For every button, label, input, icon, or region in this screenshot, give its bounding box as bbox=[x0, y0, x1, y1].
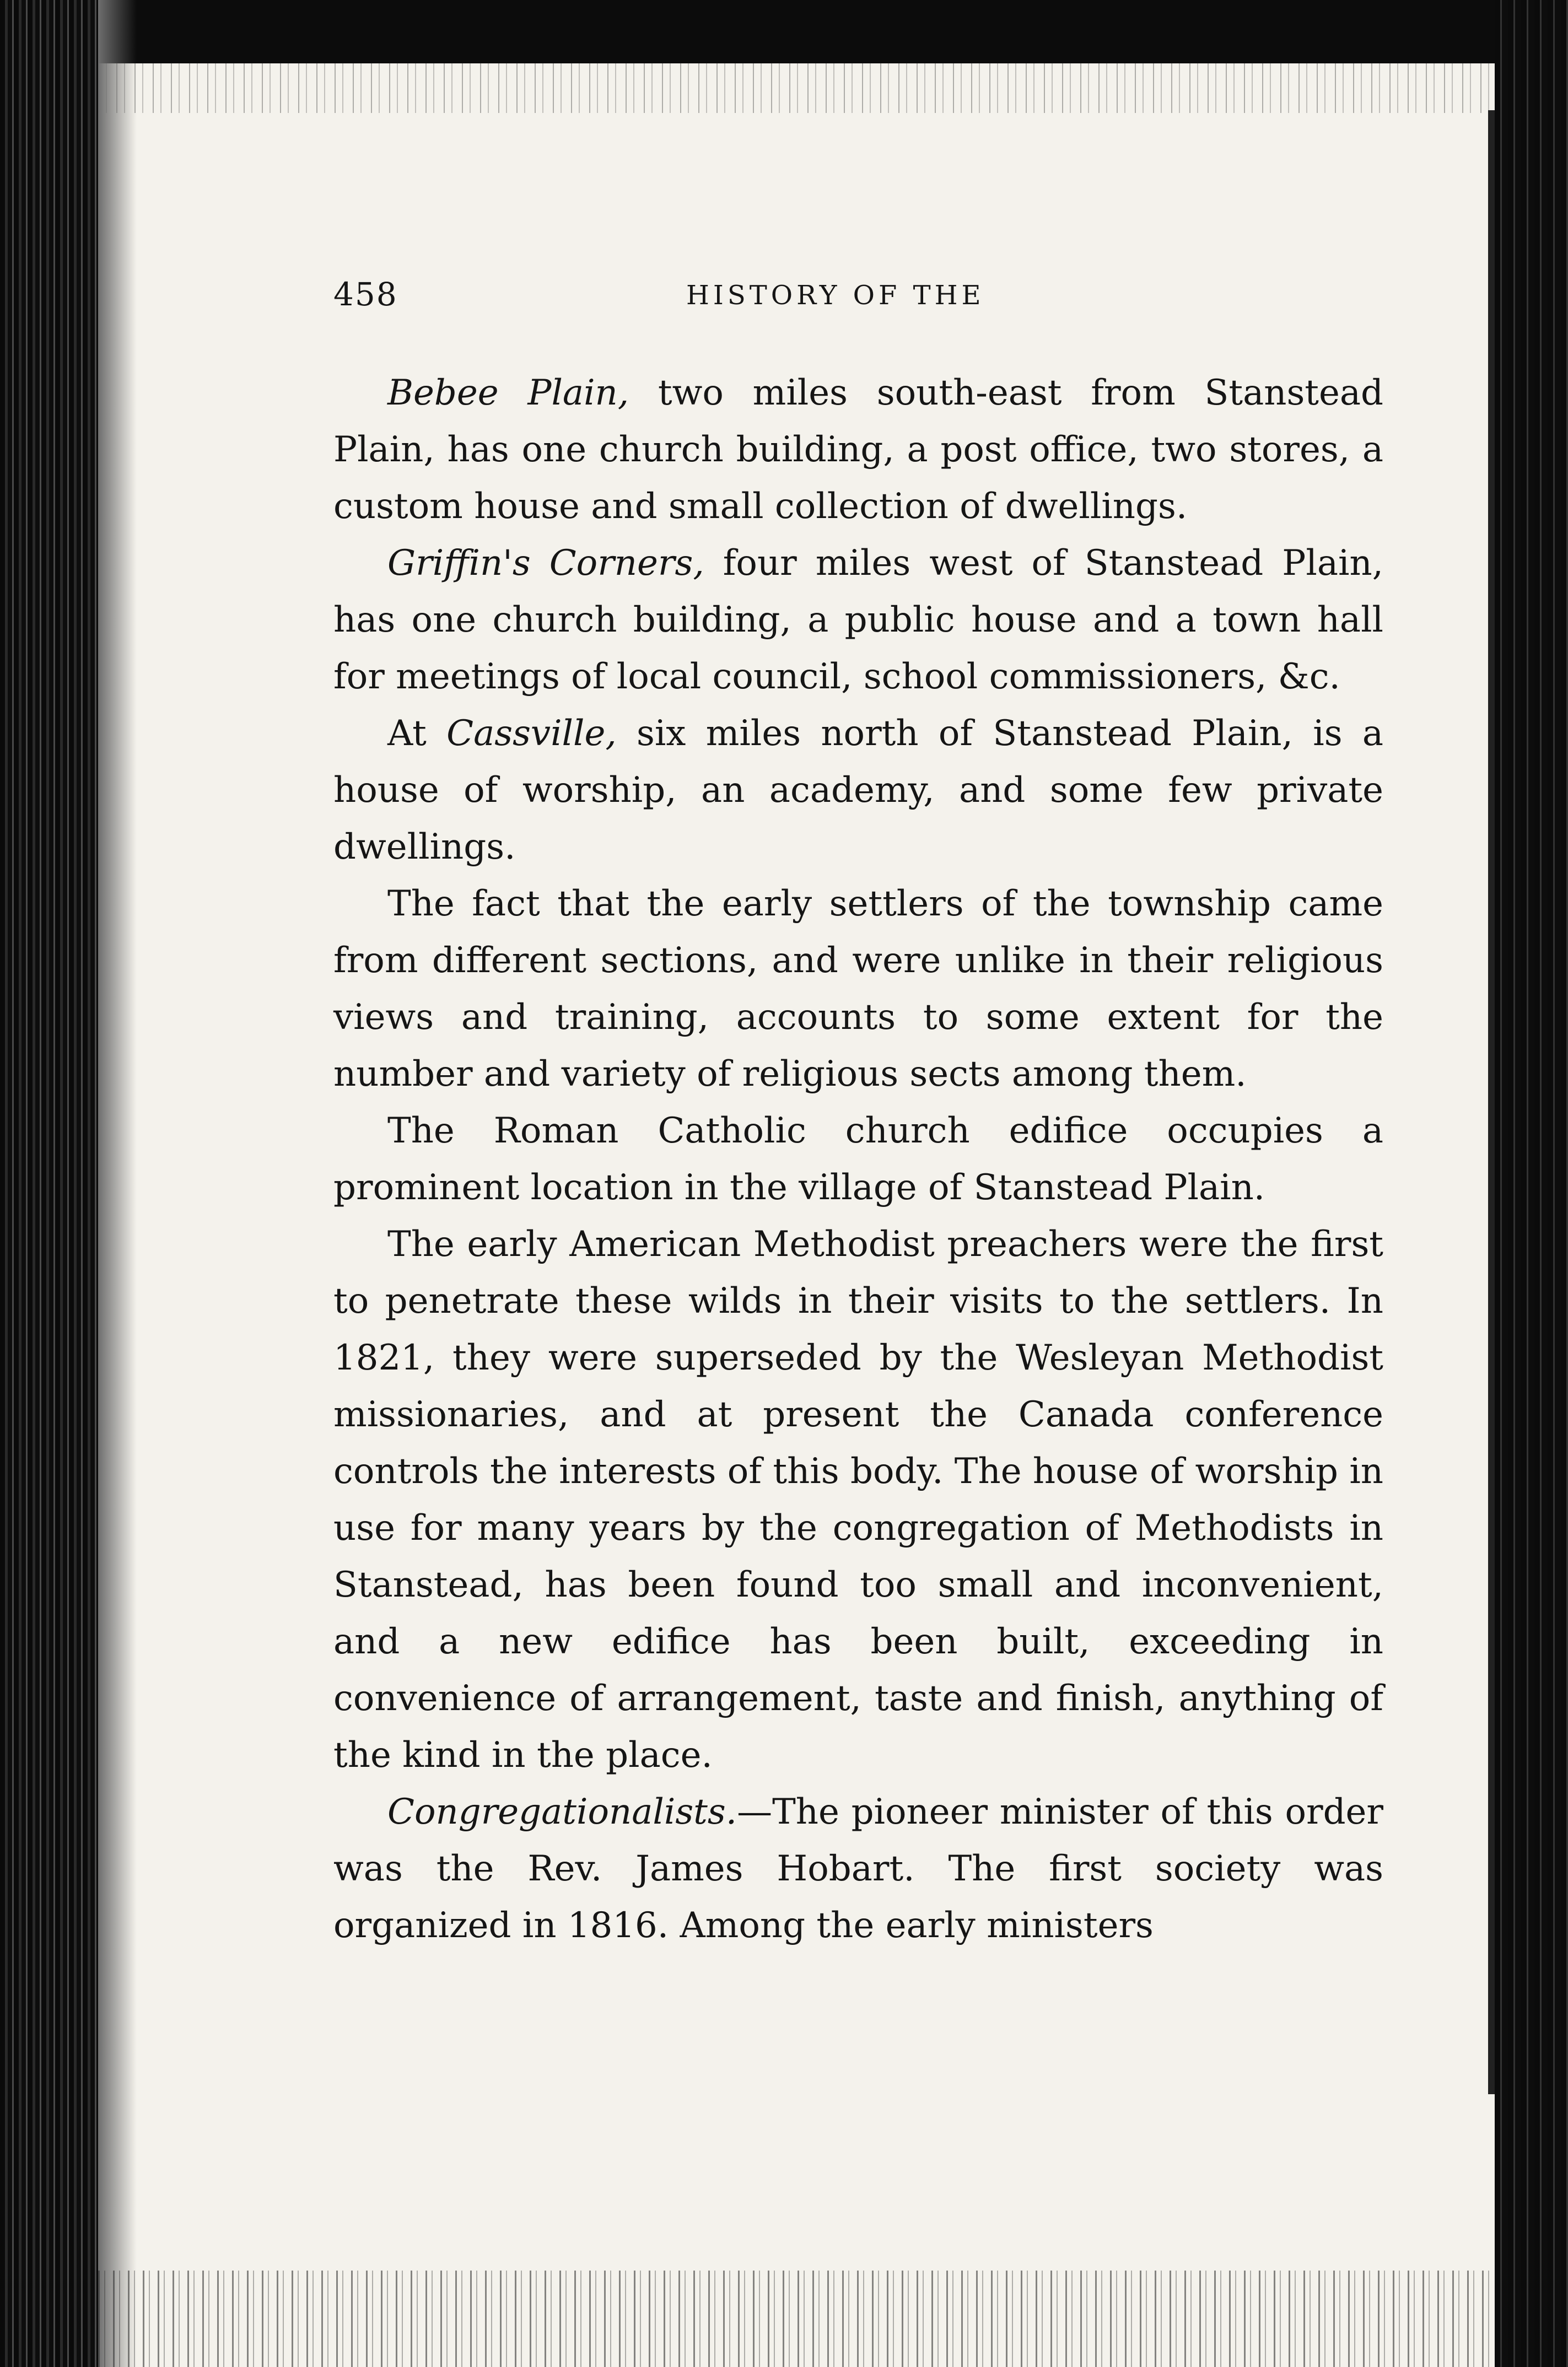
paragraph-text: two miles south-east from Stanstead Plain, has one church building, a post office, two stores, a custom house and small collection of dwellings. bbox=[333, 373, 1384, 527]
running-head: HISTORY OF THE bbox=[686, 280, 985, 311]
place-name-griffins-corners: Griffin's Corners, bbox=[387, 543, 704, 584]
place-name-cassville: Cassville, bbox=[446, 713, 617, 754]
paragraph-congregationalists bbox=[333, 1784, 1383, 1954]
paragraph-cassville bbox=[333, 705, 1383, 876]
page-header bbox=[333, 276, 1381, 320]
scan-top-noise bbox=[98, 63, 1495, 113]
scan-left-binding-edge bbox=[0, 0, 98, 2367]
paragraph-griffins-corners bbox=[333, 535, 1383, 705]
scan-left-shadow bbox=[98, 0, 137, 2367]
scan-top-border bbox=[0, 0, 1568, 63]
paragraph-text: four miles west of Stanstead Plain, has one church building, a public house and a town hall for meetings of local council, school commissioners, &c. bbox=[333, 543, 1384, 697]
paragraph-text: The early American Methodist preachers were the first to penetrate these wilds in their visits to the settlers. In 1821, they were superseded by the Wesleyan Methodist missionaries, and at present the Canada conference controls the interests of this body. The house of worship in use for many years by the congregation of Methodists in Stanstead, has been found too small and inconvenient, and a new edifice has been built, exceeding in convenience of arrangement, taste and finish, anything of the kind in the place. bbox=[333, 1224, 1383, 1776]
paragraph-early-settlers bbox=[333, 876, 1383, 1103]
paragraph-text: The fact that the early settlers of the township came from different sections, and were unlike in their religious views and training, accounts to some extent for the number and variety of religious sects among them. bbox=[333, 883, 1383, 1094]
paragraph-text: —The pioneer minister of this order was the Rev. James Hobart. The first society was organized in 1816. Among the early ministers bbox=[333, 1792, 1383, 1946]
paragraph-prefix: At bbox=[387, 713, 447, 754]
paragraph-text: The Roman Catholic church edifice occupies a prominent location in the village of Stanstead Plain. bbox=[333, 1110, 1383, 1208]
paragraph-roman-catholic bbox=[333, 1103, 1383, 1216]
paragraph-bebee-plain bbox=[333, 365, 1383, 535]
scan-right-rule bbox=[1488, 110, 1495, 2094]
place-name-bebee-plain: Bebee Plain, bbox=[387, 373, 629, 413]
paragraph-text: six miles north of Stanstead Plain, is a house of worship, an academy, and some few private dwellings. bbox=[333, 713, 1384, 867]
scan-bottom-noise bbox=[98, 2271, 1495, 2367]
denomination-congregationalists: Congregationalists. bbox=[387, 1792, 737, 1832]
body-text bbox=[333, 365, 1383, 1954]
scan-right-edge bbox=[1495, 0, 1568, 2367]
page-number: 458 bbox=[333, 276, 398, 313]
paragraph-methodists bbox=[333, 1216, 1383, 1784]
